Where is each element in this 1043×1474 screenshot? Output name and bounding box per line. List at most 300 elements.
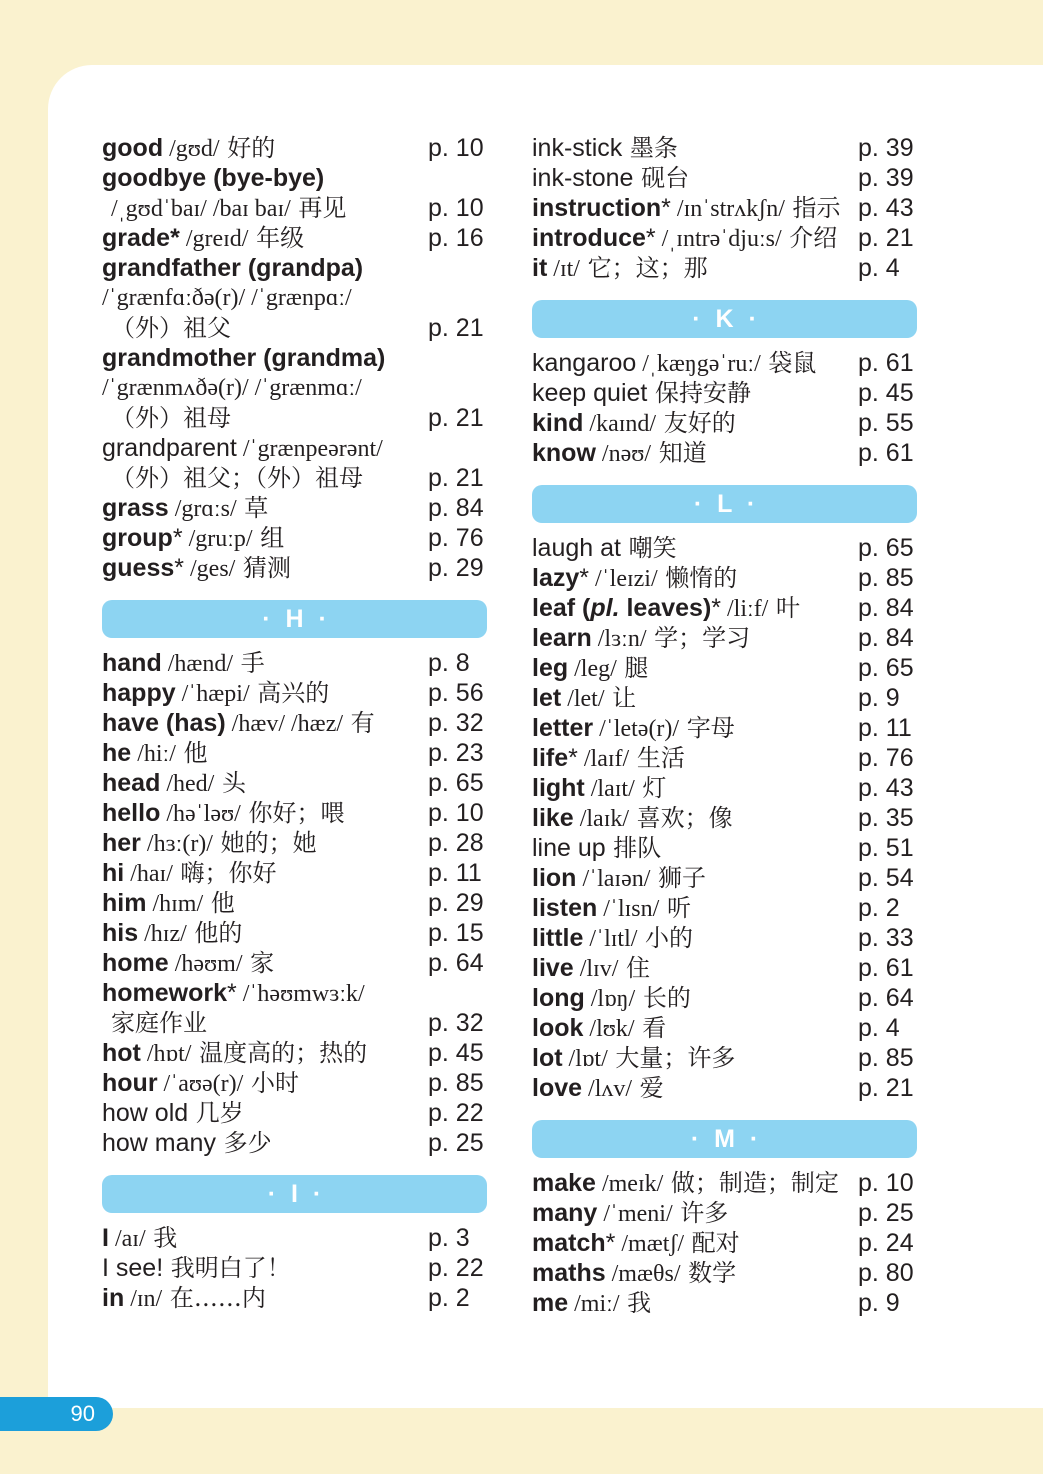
entry-text — [102, 283, 352, 316]
entry-text — [111, 1008, 207, 1042]
section-header — [102, 1175, 487, 1213]
phonetic-transcription: /həʊm/ — [168, 951, 243, 977]
chinese-translation: 长的 — [635, 984, 691, 1012]
headword: hour — [102, 1069, 158, 1097]
glossary-entry — [102, 1098, 487, 1128]
headword: maths — [532, 1259, 606, 1287]
section-header — [532, 1120, 917, 1158]
headword-plain: laugh at — [532, 534, 621, 562]
entry-text — [102, 648, 265, 682]
page-reference: p. 64 — [858, 984, 914, 1012]
glossary-entry — [102, 948, 487, 978]
page-reference: p. 45 — [858, 379, 914, 407]
phonetic-transcription: /ˈlɪtl/ — [583, 926, 638, 952]
glossary-entry — [102, 1283, 487, 1313]
entry-text — [532, 1228, 740, 1262]
chinese-translation: 知道 — [651, 439, 707, 467]
glossary-entry — [532, 713, 917, 743]
grammar-abbreviation: pl. — [590, 594, 620, 622]
entry-text — [102, 553, 291, 587]
page-reference: p. 43 — [858, 194, 914, 222]
entry-text — [532, 253, 708, 287]
chinese-translation: 让 — [604, 684, 637, 712]
asterisk-mark: * — [227, 979, 237, 1007]
glossary-entry — [102, 798, 487, 828]
page-reference: p. 54 — [858, 864, 914, 892]
phonetic-transcription: /gruːp/ — [182, 526, 253, 552]
chinese-translation: 字母 — [679, 714, 735, 742]
entry-text — [532, 1043, 735, 1077]
phonetic-transcription: /lɜːn/ — [591, 626, 647, 652]
entry-text — [532, 1073, 664, 1107]
chinese-translation: 草 — [236, 494, 269, 522]
page-reference: p. 61 — [858, 439, 914, 467]
phonetic-transcription: /lʊk/ — [583, 1016, 635, 1042]
glossary-entry — [102, 768, 487, 798]
page-reference: p. 21 — [428, 464, 484, 492]
page-reference: p. 15 — [428, 919, 484, 947]
glossary-entry — [532, 923, 917, 953]
chinese-translation: 袋鼠 — [760, 349, 817, 377]
page-reference: p. 85 — [428, 1069, 484, 1097]
entry-text — [532, 163, 689, 197]
chinese-translation: 他 — [203, 889, 235, 917]
glossary-entry — [532, 378, 917, 408]
headword: let — [532, 684, 562, 712]
headword: many — [532, 1199, 598, 1227]
page-reference: p. 28 — [428, 829, 484, 857]
headword-plain: ink-stick — [532, 134, 623, 162]
chinese-translation: 你好；喂 — [240, 799, 345, 827]
chinese-translation: 听 — [659, 894, 691, 922]
phonetic-transcription: /leg/ — [568, 656, 617, 682]
page-reference: p. 32 — [428, 1009, 484, 1037]
entry-text — [532, 773, 666, 807]
entry-text — [532, 1198, 728, 1232]
glossary-entry — [102, 133, 487, 163]
chinese-translation: 许多 — [672, 1199, 729, 1227]
headword: leg — [532, 654, 569, 682]
entry-text — [532, 653, 648, 687]
page-reference: p. 10 — [858, 1169, 914, 1197]
headword: him — [102, 889, 147, 917]
entry-text — [532, 953, 650, 987]
page-reference: p. 10 — [428, 799, 484, 827]
phonetic-transcription: /mætʃ/ — [615, 1231, 685, 1257]
chinese-translation: 墨条 — [622, 134, 678, 162]
page-reference: p. 85 — [858, 564, 914, 592]
section-letter: · I · — [267, 1180, 322, 1208]
entry-text — [532, 803, 733, 837]
chinese-translation: 大量；许多 — [607, 1044, 736, 1072]
chinese-translation: 指示 — [784, 194, 841, 222]
page-reference: p. 21 — [428, 404, 484, 432]
phonetic-transcription: /grɑːs/ — [168, 496, 237, 522]
glossary-entry — [102, 163, 487, 193]
glossary-entry — [532, 1013, 917, 1043]
page-reference: p. 84 — [858, 594, 914, 622]
headword: like — [532, 804, 574, 832]
entry-text — [532, 893, 691, 927]
entry-text — [102, 1098, 244, 1132]
section-header — [532, 485, 917, 523]
entry-text — [102, 523, 284, 557]
page-reference: p. 11 — [428, 859, 482, 887]
glossary-entry — [532, 1228, 917, 1258]
headword: know — [532, 439, 596, 467]
glossary-entry — [102, 918, 487, 948]
page-reference: p. 85 — [858, 1044, 914, 1072]
section-letter: · M · — [690, 1125, 759, 1153]
glossary-entry — [532, 1168, 917, 1198]
chinese-translation: 头 — [214, 769, 246, 797]
entry-text — [532, 683, 636, 717]
page-reference: p. 35 — [858, 804, 914, 832]
glossary-entry — [532, 253, 917, 283]
headword: hello — [102, 799, 161, 827]
glossary-entry — [532, 223, 917, 253]
phonetic-transcription: /nəʊ/ — [595, 441, 652, 467]
page-reference: p. 24 — [858, 1229, 914, 1257]
page-reference: p. 10 — [428, 194, 484, 222]
glossary-entry — [102, 978, 487, 1008]
page-reference: p. 2 — [858, 894, 900, 922]
glossary-entry — [532, 683, 917, 713]
chinese-translation: 手 — [233, 649, 265, 677]
headword-plain: keep quiet — [532, 379, 648, 407]
page-reference: p. 61 — [858, 349, 914, 377]
glossary-entry — [532, 408, 917, 438]
phonetic-transcription: /lɒt/ — [562, 1046, 608, 1072]
entry-text — [111, 193, 346, 227]
entry-text — [102, 798, 344, 832]
phonetic-transcription: /hæv/ /hæz/ — [225, 711, 344, 737]
headword: hi — [102, 859, 125, 887]
phonetic-transcription: /let/ — [561, 686, 605, 712]
entry-text — [532, 593, 800, 627]
glossary-entry — [532, 773, 917, 803]
phonetic-transcription: /ˈlaɪən/ — [576, 866, 651, 892]
entry-text — [532, 563, 737, 597]
headword: happy — [102, 679, 176, 707]
page-reference: p. 76 — [428, 524, 484, 552]
glossary-entry — [532, 653, 917, 683]
phonetic-transcription: /greɪd/ — [179, 226, 249, 252]
glossary-entry — [532, 953, 917, 983]
chinese-translation: 喜欢；像 — [629, 804, 733, 832]
headword: long — [532, 984, 585, 1012]
chinese-translation: 灯 — [634, 774, 667, 802]
phonetic-transcription: /ˈhæpi/ — [175, 681, 250, 707]
headword: his — [102, 919, 139, 947]
phonetic-transcription: /laɪf/ — [577, 746, 630, 772]
chinese-translation: 我明白了！ — [163, 1254, 291, 1282]
chinese-translation: 她的；她 — [212, 829, 317, 857]
page-reference: p. 51 — [858, 834, 914, 862]
asterisk-mark: * — [661, 194, 671, 222]
phonetic-transcription: /ˈletə(r)/ — [593, 716, 680, 742]
entry-text — [532, 133, 678, 167]
chinese-translation: 友好的 — [656, 409, 736, 437]
asterisk-mark: * — [605, 1229, 616, 1257]
entry-text — [102, 768, 246, 802]
chinese-translation: 好的 — [219, 134, 276, 162]
page-reference: p. 29 — [428, 889, 484, 917]
entry-text — [102, 888, 235, 922]
headword: look — [532, 1014, 584, 1042]
page-reference: p. 33 — [858, 924, 914, 952]
entry-text — [532, 193, 841, 227]
phonetic-transcription: /ɪnˈstrʌkʃn/ — [670, 196, 785, 222]
phonetic-transcription: /liːf/ — [721, 596, 769, 622]
chinese-translation: 做；制造；制定 — [663, 1169, 839, 1197]
entry-text — [532, 983, 691, 1017]
glossary-entry — [532, 863, 917, 893]
headword: I — [102, 1224, 109, 1252]
chinese-translation: 有 — [343, 709, 375, 737]
chinese-translation: 多少 — [215, 1129, 272, 1157]
chinese-translation: 叶 — [768, 594, 800, 622]
phonetic-transcription: /hed/ — [160, 771, 215, 797]
headword: little — [532, 924, 584, 952]
glossary-entry — [532, 163, 917, 193]
entry-text — [102, 1253, 291, 1287]
phonetic-transcription: /haɪ/ — [124, 861, 173, 887]
headword: live — [532, 954, 574, 982]
page-reference: p. 22 — [428, 1254, 484, 1282]
headword: grandfather (grandpa) — [102, 254, 364, 282]
entry-text — [102, 948, 274, 982]
page-reference: p. 11 — [858, 714, 912, 742]
chinese-translation: 几岁 — [188, 1099, 244, 1127]
headword: me — [532, 1289, 569, 1317]
chinese-translation: 保持安静 — [647, 379, 752, 407]
asterisk-mark: * — [711, 594, 722, 622]
chinese-translation: 在……内 — [162, 1284, 266, 1312]
entry-text — [532, 378, 751, 412]
headword: introduce — [532, 224, 646, 252]
glossary-entry — [532, 833, 917, 863]
headword-plain: how many — [102, 1129, 216, 1157]
entry-text — [102, 493, 268, 527]
entry-text — [532, 1288, 651, 1322]
phonetic-transcription: /laɪt/ — [584, 776, 635, 802]
phonetic-transcription: /hɪz/ — [138, 921, 187, 947]
glossary-entry — [102, 1068, 487, 1098]
chinese-translation: 懒惰的 — [657, 564, 738, 592]
page-reference: p. 64 — [428, 949, 484, 977]
chinese-translation: 家庭作业 — [111, 1009, 207, 1037]
glossary-entry — [102, 223, 487, 253]
entry-text — [102, 1068, 299, 1102]
chinese-translation: 他 — [175, 739, 208, 767]
entry-text — [532, 533, 677, 567]
section-letter: · H · — [262, 605, 327, 633]
headword: head — [102, 769, 161, 797]
entry-text — [102, 1038, 367, 1072]
page-reference: p. 32 — [428, 709, 484, 737]
headword: listen — [532, 894, 598, 922]
glossary-entry — [532, 193, 917, 223]
page-reference: p. 21 — [858, 224, 914, 252]
chinese-translation: 数学 — [680, 1259, 737, 1287]
page-reference: p. 80 — [858, 1259, 914, 1287]
glossary-column-left — [102, 133, 487, 1313]
entry-text — [532, 743, 685, 777]
glossary-entry — [532, 438, 917, 468]
page-reference: p. 84 — [858, 624, 914, 652]
page-reference: p. 55 — [858, 409, 914, 437]
chinese-translation: 我 — [619, 1289, 652, 1317]
page-reference: p. 2 — [428, 1284, 470, 1312]
entry-text — [102, 1128, 272, 1162]
phonetic-transcription: /ˈlɪsn/ — [597, 896, 660, 922]
entry-text — [102, 738, 208, 772]
glossary-entry — [102, 678, 487, 708]
entry-text — [102, 978, 365, 1012]
chinese-translation: 学；学习 — [646, 624, 751, 652]
glossary-entry — [532, 593, 917, 623]
asterisk-mark: * — [174, 554, 184, 582]
phonetic-transcription: /laɪk/ — [573, 806, 630, 832]
glossary-entry — [102, 193, 487, 223]
headword: lion — [532, 864, 577, 892]
entry-text — [102, 133, 275, 167]
headword-plain: line up — [532, 834, 606, 862]
phonetic-transcription: /ˈgrænfɑːðə(r)/ /ˈgrænpɑː/ — [102, 285, 352, 311]
asterisk-mark: * — [579, 564, 589, 592]
page-reference: p. 39 — [858, 134, 914, 162]
headword: grass — [102, 494, 169, 522]
headword: leaves) — [619, 594, 712, 622]
headword: goodbye (bye-bye) — [102, 164, 325, 192]
entry-text — [532, 1168, 839, 1202]
phonetic-transcription: /meɪk/ — [595, 1171, 664, 1197]
glossary-entry — [102, 1223, 487, 1253]
headword: hot — [102, 1039, 141, 1067]
page-reference: p. 84 — [428, 494, 484, 522]
phonetic-transcription: /ɪn/ — [124, 1286, 163, 1312]
headword: good — [102, 134, 164, 162]
glossary-entry — [532, 1258, 917, 1288]
glossary-entry — [532, 533, 917, 563]
entry-text — [102, 1283, 266, 1317]
glossary-entry — [102, 463, 487, 493]
phonetic-transcription: /ˈgrænmʌðə(r)/ /ˈgrænmɑː/ — [102, 375, 362, 401]
page-reference: p. 22 — [428, 1099, 484, 1127]
entry-text — [102, 678, 329, 712]
phonetic-transcription: /hɪm/ — [146, 891, 204, 917]
headword: letter — [532, 714, 594, 742]
glossary-entry — [532, 1073, 917, 1103]
entry-text — [532, 623, 750, 657]
page-reference: p. 25 — [858, 1199, 914, 1227]
headword: grade* — [102, 224, 180, 252]
headword: learn — [532, 624, 592, 652]
entry-text — [111, 313, 231, 347]
glossary-entry — [102, 1038, 487, 1068]
glossary-entry — [102, 343, 487, 373]
chinese-translation: 嘲笑 — [620, 534, 677, 562]
glossary-entry — [102, 858, 487, 888]
glossary-entry — [102, 283, 487, 313]
phonetic-transcription: /həˈləʊ/ — [160, 801, 241, 827]
glossary-entry — [102, 1008, 487, 1038]
glossary-entry — [532, 803, 917, 833]
chinese-translation: 小时 — [243, 1069, 299, 1097]
entry-text — [532, 863, 706, 897]
chinese-translation: 温度高的；热的 — [191, 1039, 368, 1067]
headword: have (has) — [102, 709, 226, 737]
entry-text — [102, 708, 375, 742]
entry-text — [532, 223, 837, 257]
phonetic-transcription: /ˈaʊə(r)/ — [157, 1071, 244, 1097]
glossary-entry — [102, 313, 487, 343]
page-reference: p. 21 — [858, 1074, 914, 1102]
chinese-translation: 配对 — [684, 1229, 740, 1257]
page-reference: p. 65 — [858, 534, 914, 562]
entry-text — [532, 348, 816, 382]
chinese-translation: 嗨；你好 — [172, 859, 277, 887]
chinese-translation: 狮子 — [650, 864, 707, 892]
chinese-translation: 再见 — [290, 194, 347, 222]
chinese-translation: 年级 — [248, 224, 305, 252]
phonetic-transcription: /ˌgʊdˈbaɪ/ /baɪ baɪ/ — [111, 196, 291, 222]
entry-text — [532, 1258, 736, 1292]
page-reference: p. 65 — [428, 769, 484, 797]
glossary-entry — [102, 523, 487, 553]
entry-text — [532, 438, 707, 472]
entry-text — [102, 163, 324, 197]
page-number: 90 — [70, 1401, 95, 1426]
section-letter: · K · — [692, 305, 757, 333]
page-reference: p. 23 — [428, 739, 484, 767]
page-reference: p. 16 — [428, 224, 484, 252]
glossary-entry — [102, 1128, 487, 1158]
glossary-entry — [102, 888, 487, 918]
entry-text — [102, 1223, 177, 1257]
headword-plain: ink-stone — [532, 164, 634, 192]
glossary-entry — [102, 373, 487, 403]
entry-text — [532, 923, 693, 957]
phonetic-transcription: /ˌkæŋgəˈruː/ — [636, 351, 761, 377]
headword: group — [102, 524, 173, 552]
glossary-entry — [102, 708, 487, 738]
phonetic-transcription: /ˌɪntrəˈdjuːs/ — [655, 226, 782, 252]
page-reference: p. 9 — [858, 684, 900, 712]
headword: homework — [102, 979, 228, 1007]
headword-plain: grandparent — [102, 434, 237, 462]
entry-text — [102, 433, 383, 467]
entry-text — [102, 828, 317, 862]
page-reference: p. 39 — [858, 164, 914, 192]
asterisk-mark: * — [645, 224, 656, 252]
page-reference: p. 76 — [858, 744, 914, 772]
section-letter: · L · — [693, 490, 756, 518]
headword-plain: kangaroo — [532, 349, 637, 377]
headword: in — [102, 1284, 125, 1312]
page-reference: p. 43 — [858, 774, 914, 802]
entry-text — [532, 1013, 666, 1047]
phonetic-transcription: /miː/ — [568, 1291, 620, 1317]
glossary-entry — [102, 648, 487, 678]
phonetic-transcription: /ˈleɪzi/ — [589, 566, 658, 592]
entry-text — [102, 858, 277, 892]
entry-text — [102, 373, 362, 406]
phonetic-transcription: /ɪt/ — [547, 256, 580, 282]
entry-text — [111, 403, 231, 437]
headword: guess — [102, 554, 175, 582]
